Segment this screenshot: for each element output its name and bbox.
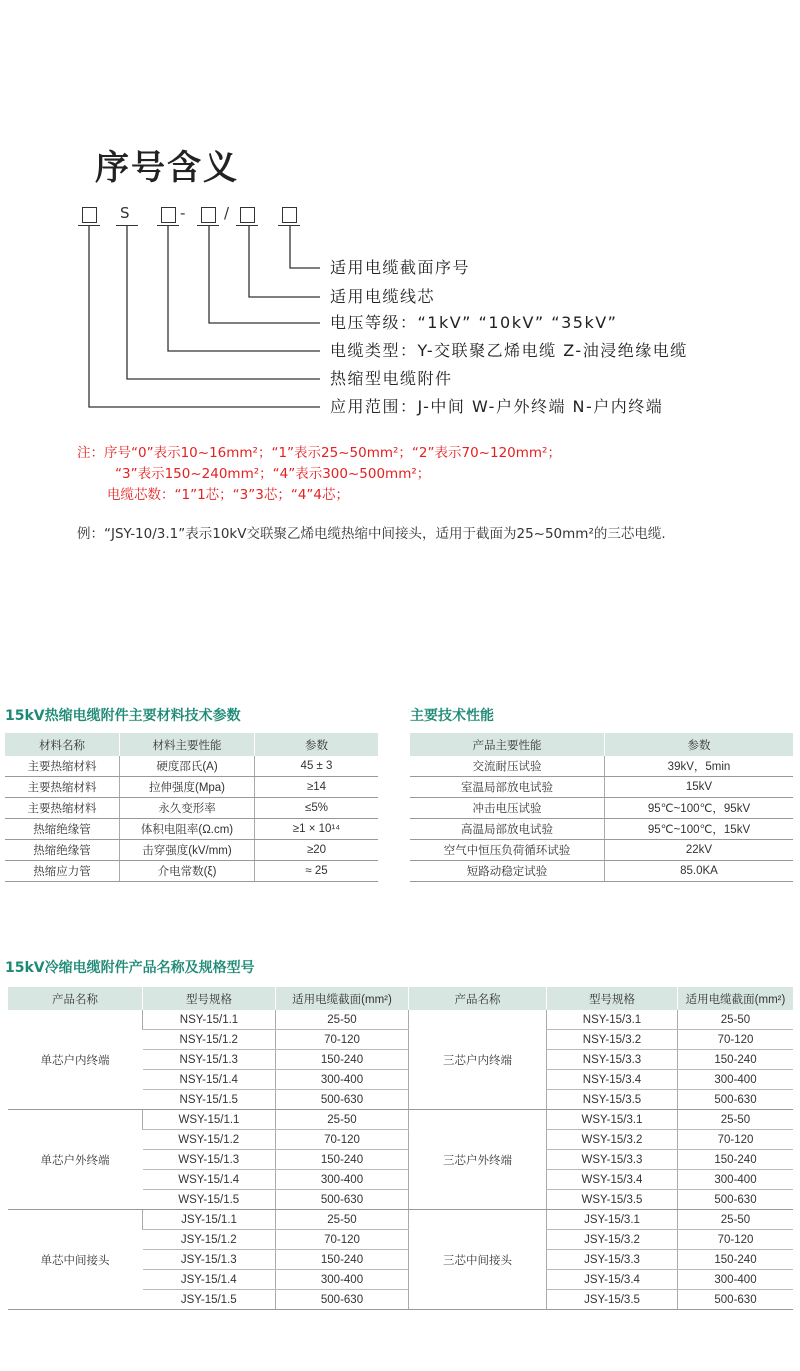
- table-cell: NSY-15/3.2: [547, 1030, 678, 1050]
- table-cell: 500-630: [276, 1290, 409, 1310]
- code-s: S: [120, 204, 130, 222]
- table-cell: 单芯户外终端: [8, 1110, 143, 1210]
- table-cell: JSY-15/3.3: [547, 1250, 678, 1270]
- table-cell: NSY-15/3.4: [547, 1070, 678, 1090]
- table-cell: 300-400: [678, 1170, 794, 1190]
- table-cell: ≈ 25: [255, 861, 379, 882]
- table-cell: NSY-15/3.1: [547, 1010, 678, 1030]
- table-cell: NSY-15/3.3: [547, 1050, 678, 1070]
- table-row: [5, 777, 378, 798]
- label-application: 应用范围：J-中间 W-户外终端 N-户内终端: [330, 397, 664, 416]
- label-heat-shrink: 热缩型电缆附件: [330, 369, 453, 388]
- table-cell: WSY-15/3.3: [547, 1150, 678, 1170]
- table-cell: 15kV: [605, 777, 794, 798]
- table-cell: 介电常数(ξ): [120, 861, 255, 882]
- table-cell: NSY-15/1.4: [143, 1070, 276, 1090]
- table-cell: 150-240: [678, 1150, 794, 1170]
- table-cell: JSY-15/1.3: [143, 1250, 276, 1270]
- col-header: 型号规格: [143, 987, 276, 1010]
- table-cell: 单芯户内终端: [8, 1010, 143, 1110]
- table-cell: 25-50: [276, 1010, 409, 1030]
- table-cell: 300-400: [276, 1170, 409, 1190]
- col-header: 材料主要性能: [120, 733, 255, 756]
- table-cell: JSY-15/3.1: [547, 1210, 678, 1230]
- table-cell: WSY-15/3.1: [547, 1110, 678, 1130]
- table-cell: ≥20: [255, 840, 379, 861]
- table-cell: WSY-15/3.4: [547, 1170, 678, 1190]
- table-cell: 三芯户外终端: [409, 1110, 547, 1210]
- table-row: [410, 798, 793, 819]
- table-cell: 70-120: [678, 1030, 794, 1050]
- table-cell: JSY-15/3.2: [547, 1230, 678, 1250]
- table-cell: 500-630: [276, 1190, 409, 1210]
- table-cell: JSY-15/1.1: [143, 1210, 276, 1230]
- table-cell: 空气中恒压负荷循环试验: [410, 840, 605, 861]
- table-cell: 70-120: [276, 1030, 409, 1050]
- table-cell: 拉伸强度(Mpa): [120, 777, 255, 798]
- table-cell: ≥14: [255, 777, 379, 798]
- note-line: 电缆芯数：“1”1芯；“3”3芯；“4”4芯；: [107, 487, 349, 503]
- table-row: [5, 861, 378, 882]
- table-cell: 150-240: [276, 1050, 409, 1070]
- table-cell: 25-50: [678, 1110, 794, 1130]
- table-cell: 95℃~100℃，95kV: [605, 798, 794, 819]
- table-cell: WSY-15/1.2: [143, 1130, 276, 1150]
- note-line: “3”表示150~240mm²；“4”表示300~500mm²；: [115, 466, 431, 482]
- table-cell: 25-50: [276, 1110, 409, 1130]
- col-header: 产品名称: [409, 987, 547, 1010]
- table-cell: NSY-15/1.1: [143, 1010, 276, 1030]
- table-cell: WSY-15/1.3: [143, 1150, 276, 1170]
- table-cell: 交流耐压试验: [410, 756, 605, 777]
- table-cell: 500-630: [678, 1190, 794, 1210]
- materials-table: [5, 733, 378, 882]
- table-cell: 主要热缩材料: [5, 777, 120, 798]
- table-cell: 热缩绝缘管: [5, 819, 120, 840]
- table-cell: 150-240: [678, 1250, 794, 1270]
- label-cores: 适用电缆线芯: [330, 287, 436, 306]
- table-cell: 热缩应力管: [5, 861, 120, 882]
- table-cell: JSY-15/3.5: [547, 1290, 678, 1310]
- table-cell: 300-400: [678, 1070, 794, 1090]
- col-header: 型号规格: [547, 987, 678, 1010]
- col-header: 产品名称: [8, 987, 143, 1010]
- col-header: 适用电缆截面(mm²): [276, 987, 409, 1010]
- table-cell: NSY-15/1.3: [143, 1050, 276, 1070]
- table-cell: 体积电阻率(Ω.cm): [120, 819, 255, 840]
- table-cell: 短路动稳定试验: [410, 861, 605, 882]
- specs-table: [8, 987, 793, 1310]
- table-cell: 95℃~100℃，15kV: [605, 819, 794, 840]
- table-cell: 主要热缩材料: [5, 798, 120, 819]
- table-cell: 85.0KA: [605, 861, 794, 882]
- table-cell: JSY-15/1.2: [143, 1230, 276, 1250]
- table-row: [8, 1210, 793, 1230]
- table-cell: WSY-15/3.5: [547, 1190, 678, 1210]
- example-text: 例：“JSY-10/3.1”表示10kV交联聚乙烯电缆热缩中间接头，适用于截面为25~50mm²的三芯电缆.: [77, 526, 666, 542]
- code-slash: /: [224, 204, 230, 222]
- table-cell: JSY-15/1.5: [143, 1290, 276, 1310]
- table-cell: ≥1 × 10¹⁴: [255, 819, 379, 840]
- table-cell: 45 ± 3: [255, 756, 379, 777]
- table-row: [5, 756, 378, 777]
- table-cell: 70-120: [678, 1230, 794, 1250]
- col-header: 参数: [605, 733, 794, 756]
- table-row: [5, 840, 378, 861]
- specs-title: 15kV冷缩电缆附件产品名称及规格型号: [5, 960, 255, 976]
- table-cell: ≤5%: [255, 798, 379, 819]
- table-cell: WSY-15/1.5: [143, 1190, 276, 1210]
- table-cell: 永久变形率: [120, 798, 255, 819]
- table-cell: 150-240: [276, 1150, 409, 1170]
- table-cell: 300-400: [678, 1270, 794, 1290]
- table-cell: WSY-15/3.2: [547, 1130, 678, 1150]
- table-cell: 冲击电压试验: [410, 798, 605, 819]
- note-line: 注：序号“0”表示10~16mm²；“1”表示25~50mm²；“2”表示70~120mm²；: [77, 445, 561, 461]
- col-header: 产品主要性能: [410, 733, 605, 756]
- performance-table: [410, 733, 793, 882]
- table-row: [8, 1010, 793, 1030]
- table-cell: 高温局部放电试验: [410, 819, 605, 840]
- table-cell: NSY-15/1.5: [143, 1090, 276, 1110]
- table-cell: 70-120: [276, 1130, 409, 1150]
- table-cell: 39kV，5min: [605, 756, 794, 777]
- table-cell: 25-50: [276, 1210, 409, 1230]
- page-title: 序号含义: [95, 148, 239, 188]
- performance-title: 主要技术性能: [410, 708, 494, 724]
- table-cell: 三芯中间接头: [409, 1210, 547, 1310]
- table-cell: NSY-15/1.2: [143, 1030, 276, 1050]
- table-cell: 300-400: [276, 1270, 409, 1290]
- table-cell: WSY-15/1.1: [143, 1110, 276, 1130]
- table-cell: 单芯中间接头: [8, 1210, 143, 1310]
- col-header: 适用电缆截面(mm²): [678, 987, 794, 1010]
- table-cell: 22kV: [605, 840, 794, 861]
- table-cell: 500-630: [678, 1290, 794, 1310]
- table-row: [410, 756, 793, 777]
- table-cell: 热缩绝缘管: [5, 840, 120, 861]
- table-cell: 70-120: [678, 1130, 794, 1150]
- table-cell: NSY-15/3.5: [547, 1090, 678, 1110]
- table-cell: 击穿强度(kV/mm): [120, 840, 255, 861]
- table-cell: 25-50: [678, 1010, 794, 1030]
- col-header: 参数: [255, 733, 379, 756]
- table-cell: 150-240: [678, 1050, 794, 1070]
- label-cable-type: 电缆类型：Y-交联聚乙烯电缆 Z-油浸绝缘电缆: [330, 341, 688, 360]
- table-cell: 25-50: [678, 1210, 794, 1230]
- table-cell: 三芯户内终端: [409, 1010, 547, 1110]
- table-row: [410, 861, 793, 882]
- table-cell: WSY-15/1.4: [143, 1170, 276, 1190]
- table-row: [410, 840, 793, 861]
- table-row: [5, 798, 378, 819]
- table-row: [8, 1110, 793, 1130]
- code-dash: -: [180, 204, 186, 222]
- table-row: [5, 819, 378, 840]
- table-cell: 150-240: [276, 1250, 409, 1270]
- table-cell: 500-630: [276, 1090, 409, 1110]
- table-cell: JSY-15/3.4: [547, 1270, 678, 1290]
- table-cell: 室温局部放电试验: [410, 777, 605, 798]
- table-cell: 500-630: [678, 1090, 794, 1110]
- table-cell: 主要热缩材料: [5, 756, 120, 777]
- col-header: 材料名称: [5, 733, 120, 756]
- table-cell: 70-120: [276, 1230, 409, 1250]
- table-cell: 300-400: [276, 1070, 409, 1090]
- table-cell: 硬度邵氏(A): [120, 756, 255, 777]
- table-row: [410, 819, 793, 840]
- table-row: [410, 777, 793, 798]
- materials-title: 15kV热缩电缆附件主要材料技术参数: [5, 708, 241, 724]
- label-voltage: 电压等级：“1kV” “10kV” “35kV”: [330, 313, 618, 332]
- table-cell: JSY-15/1.4: [143, 1270, 276, 1290]
- label-section-no: 适用电缆截面序号: [330, 258, 471, 277]
